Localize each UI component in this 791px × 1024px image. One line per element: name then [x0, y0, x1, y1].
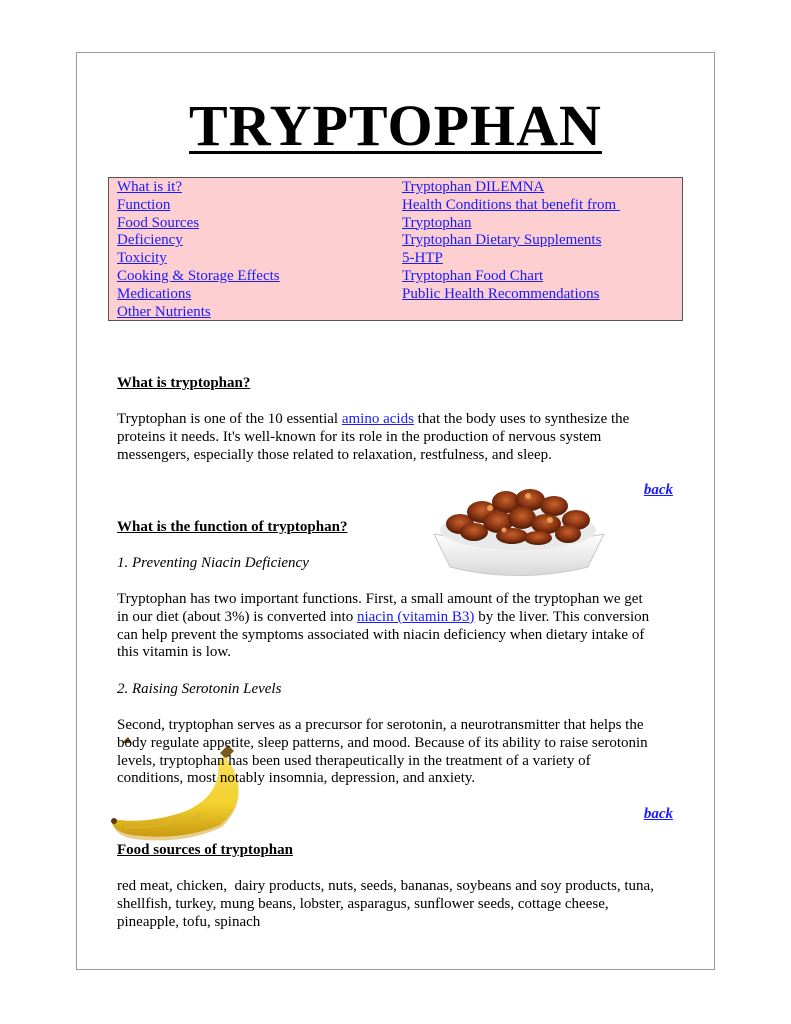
toc-link[interactable]: Tryptophan: [402, 214, 472, 231]
text-line: conditions, most notably insomnia, depression, and anxiety.: [117, 770, 476, 787]
toc-right-column: [402, 179, 620, 304]
food-bowl-image: [430, 472, 607, 584]
toc-item-medications[interactable]: [117, 286, 280, 304]
toc-link[interactable]: Tryptophan Dietary Supplements: [402, 232, 602, 249]
text-line: pineapple, tofu, spinach: [117, 913, 261, 930]
paragraph-serotonin: [117, 717, 677, 788]
toc-link[interactable]: Tryptophan Food Chart: [402, 267, 544, 284]
toc-item-public-health[interactable]: [402, 286, 620, 304]
text-line: this vitamin is low.: [117, 644, 232, 661]
text-line: levels, tryptophan has been used therapeutically in the treatment of a variety of: [117, 752, 591, 769]
toc-item-deficiency[interactable]: [117, 232, 280, 250]
toc-link[interactable]: Function: [117, 196, 171, 213]
paragraph-food-sources: [117, 878, 677, 931]
toc-item-toxicity[interactable]: [117, 250, 280, 268]
amino-acids-link[interactable]: amino acids: [341, 411, 414, 427]
text-line: Tryptophan has two important functions. First, a small amount of the tryptophan we get: [117, 591, 643, 607]
toc-link[interactable]: What is it?: [117, 179, 182, 195]
text-line: red meat, chicken, dairy products, nuts, seeds, bananas, soybeans and soy products, tuna,: [117, 878, 654, 894]
toc-link[interactable]: Cooking & Storage Effects: [117, 267, 280, 284]
toc-item-health-conditions[interactable]: [402, 197, 620, 215]
toc-item-other-nutrients[interactable]: [117, 304, 280, 322]
back-link[interactable]: back: [643, 806, 673, 822]
toc-link[interactable]: Toxicity: [117, 250, 167, 267]
subheading-serotonin: 2. Raising Serotonin Levels: [117, 681, 282, 697]
toc-link[interactable]: Deficiency: [117, 232, 183, 249]
section-heading-what-is: What is tryptophan?: [117, 375, 251, 391]
toc-link[interactable]: 5-HTP: [402, 250, 443, 267]
toc-link[interactable]: Medications: [117, 285, 192, 302]
toc-item-food-chart[interactable]: [402, 268, 620, 286]
paragraph-niacin: [117, 591, 677, 662]
toc-item-cooking-storage[interactable]: [117, 268, 280, 286]
table-of-contents: [108, 177, 683, 321]
niacin-link[interactable]: niacin (vitamin B3): [356, 608, 475, 625]
subheading-niacin: 1. Preventing Niacin Deficiency: [117, 555, 309, 571]
text-line: body regulate appetite, sleep patterns, and mood. Because of its ability to raise serotonin: [117, 734, 648, 751]
toc-item-food-sources[interactable]: [117, 215, 280, 233]
text-line: Second, tryptophan serves as a precursor for serotonin, a neurotransmitter that helps the: [117, 717, 644, 733]
toc-link[interactable]: Food Sources: [117, 214, 200, 231]
toc-link[interactable]: Public Health Recommendations: [402, 285, 600, 302]
back-link[interactable]: back: [643, 482, 673, 498]
paragraph-what-is: [117, 411, 677, 464]
toc-item-what-is-it[interactable]: [117, 179, 280, 197]
text-line: shellfish, turkey, mung beans, lobster, asparagus, sunflower seeds, cottage cheese,: [117, 895, 609, 912]
text-line: messengers, especially those related to relaxation, restfulness, and sleep.: [117, 446, 552, 463]
toc-item-dilemna[interactable]: [402, 179, 620, 197]
text-line: can help prevent the symptoms associated with niacin deficiency when dietary intake of: [117, 626, 645, 643]
toc-item-5htp[interactable]: [402, 250, 620, 268]
toc-left-column: [117, 179, 280, 321]
toc-item-health-conditions-cont[interactable]: [402, 215, 620, 233]
text-line: Tryptophan is one of the 10 essential amino acids that the body uses to synthesize the: [117, 411, 630, 427]
toc-link[interactable]: Health Conditions that benefit from: [402, 196, 620, 213]
toc-item-supplements[interactable]: [402, 232, 620, 250]
text-line: proteins it needs. It's well-known for its role in the production of nervous system: [117, 428, 602, 445]
toc-link[interactable]: Tryptophan DILEMNA: [402, 179, 545, 195]
section-heading-food-sources: Food sources of tryptophan: [117, 842, 293, 858]
text-line: in our diet (about 3%) is converted into niacin (vitamin B3) by the liver. This conversion: [117, 608, 650, 625]
toc-item-function[interactable]: [117, 197, 280, 215]
section-heading-function: What is the function of tryptophan?: [117, 519, 348, 535]
page-title: TRYPTOPHAN: [189, 93, 602, 158]
toc-link[interactable]: Other Nutrients: [117, 303, 211, 320]
